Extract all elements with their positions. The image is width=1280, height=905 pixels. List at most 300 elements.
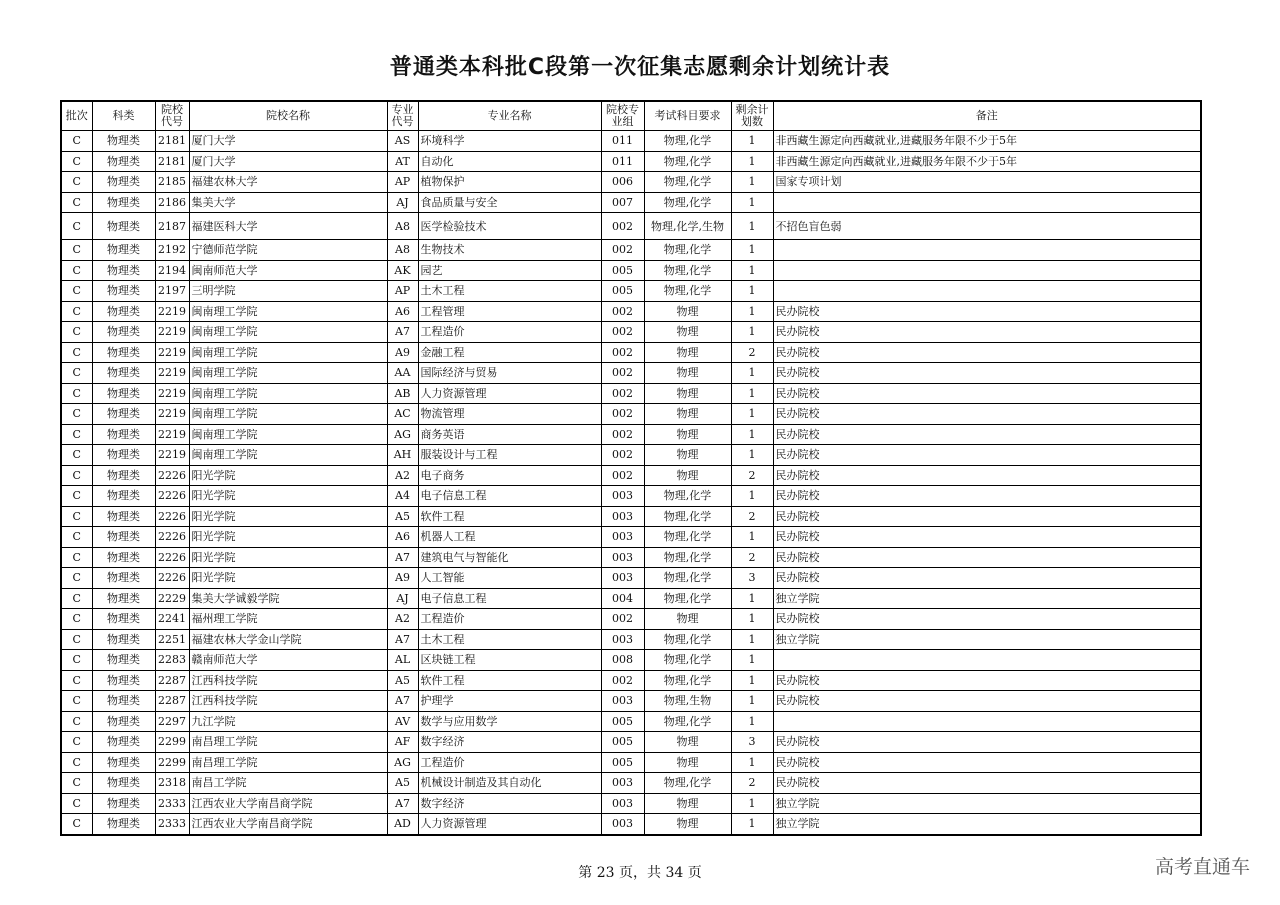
table-body xyxy=(61,131,1201,835)
cell-batch: C xyxy=(61,691,92,712)
cell-subject-req: 物理 xyxy=(644,342,731,363)
cell-school-code: 2181 xyxy=(155,151,189,172)
cell-category: 物理类 xyxy=(92,383,155,404)
cell-batch: C xyxy=(61,629,92,650)
cell-remaining: 1 xyxy=(731,793,773,814)
cell-school-name: 阳光学院 xyxy=(189,547,387,568)
cell-major-name: 护理学 xyxy=(418,691,601,712)
cell-major-name: 电子信息工程 xyxy=(418,588,601,609)
cell-school-code: 2287 xyxy=(155,670,189,691)
cell-category: 物理类 xyxy=(92,322,155,343)
cell-remarks: 民办院校 xyxy=(773,670,1201,691)
cell-subject-req: 物理,生物 xyxy=(644,691,731,712)
cell-school-name: 九江学院 xyxy=(189,711,387,732)
cell-subject-req: 物理,化学 xyxy=(644,486,731,507)
col-header-remarks: 备注 xyxy=(773,101,1201,131)
cell-batch: C xyxy=(61,588,92,609)
cell-school-code: 2287 xyxy=(155,691,189,712)
cell-major-group: 011 xyxy=(601,151,644,172)
cell-remaining: 1 xyxy=(731,131,773,152)
cell-school-code: 2219 xyxy=(155,342,189,363)
table-row xyxy=(61,363,1201,384)
cell-major-group: 002 xyxy=(601,301,644,322)
cell-major-name: 商务英语 xyxy=(418,424,601,445)
col-header-remaining: 剩余计划数 xyxy=(731,101,773,131)
cell-school-code: 2219 xyxy=(155,363,189,384)
cell-school-name: 南昌理工学院 xyxy=(189,732,387,753)
cell-subject-req: 物理 xyxy=(644,752,731,773)
cell-major-group: 006 xyxy=(601,172,644,193)
cell-school-name: 厦门大学 xyxy=(189,131,387,152)
cell-category: 物理类 xyxy=(92,260,155,281)
cell-major-group: 005 xyxy=(601,732,644,753)
cell-category: 物理类 xyxy=(92,172,155,193)
cell-major-group: 002 xyxy=(601,383,644,404)
cell-major-name: 数字经济 xyxy=(418,732,601,753)
cell-category: 物理类 xyxy=(92,814,155,835)
cell-remarks: 民办院校 xyxy=(773,568,1201,589)
cell-major-code: A5 xyxy=(387,773,418,794)
cell-school-code: 2197 xyxy=(155,281,189,302)
cell-batch: C xyxy=(61,192,92,213)
cell-remaining: 1 xyxy=(731,213,773,240)
col-header-subject-req: 考试科目要求 xyxy=(644,101,731,131)
cell-major-code: AT xyxy=(387,151,418,172)
cell-school-name: 闽南理工学院 xyxy=(189,322,387,343)
cell-subject-req: 物理 xyxy=(644,424,731,445)
cell-major-code: A7 xyxy=(387,547,418,568)
cell-batch: C xyxy=(61,732,92,753)
cell-category: 物理类 xyxy=(92,691,155,712)
cell-major-group: 002 xyxy=(601,363,644,384)
cell-remaining: 3 xyxy=(731,568,773,589)
cell-school-name: 三明学院 xyxy=(189,281,387,302)
cell-remarks: 民办院校 xyxy=(773,752,1201,773)
cell-major-code: A8 xyxy=(387,240,418,261)
cell-remarks: 民办院校 xyxy=(773,363,1201,384)
cell-subject-req: 物理,化学 xyxy=(644,711,731,732)
table-row xyxy=(61,588,1201,609)
table-row xyxy=(61,650,1201,671)
cell-major-name: 园艺 xyxy=(418,260,601,281)
cell-batch: C xyxy=(61,650,92,671)
cell-category: 物理类 xyxy=(92,506,155,527)
cell-school-code: 2226 xyxy=(155,568,189,589)
cell-category: 物理类 xyxy=(92,192,155,213)
col-header-school-code: 院校代号 xyxy=(155,101,189,131)
cell-remarks xyxy=(773,711,1201,732)
cell-major-name: 国际经济与贸易 xyxy=(418,363,601,384)
table-row xyxy=(61,151,1201,172)
cell-major-group: 003 xyxy=(601,629,644,650)
table-row xyxy=(61,240,1201,261)
cell-remarks: 民办院校 xyxy=(773,527,1201,548)
cell-major-code: A6 xyxy=(387,301,418,322)
cell-remarks: 民办院校 xyxy=(773,691,1201,712)
cell-subject-req: 物理 xyxy=(644,793,731,814)
cell-school-code: 2297 xyxy=(155,711,189,732)
cell-school-code: 2219 xyxy=(155,445,189,466)
cell-remarks: 独立学院 xyxy=(773,588,1201,609)
cell-subject-req: 物理,化学 xyxy=(644,773,731,794)
cell-subject-req: 物理 xyxy=(644,301,731,322)
table-row xyxy=(61,383,1201,404)
cell-remaining: 1 xyxy=(731,711,773,732)
cell-school-code: 2283 xyxy=(155,650,189,671)
cell-remaining: 1 xyxy=(731,588,773,609)
cell-remarks: 民办院校 xyxy=(773,383,1201,404)
cell-remarks xyxy=(773,260,1201,281)
cell-school-code: 2194 xyxy=(155,260,189,281)
cell-remarks: 非西藏生源定向西藏就业,进藏服务年限不少于5年 xyxy=(773,151,1201,172)
cell-batch: C xyxy=(61,363,92,384)
cell-category: 物理类 xyxy=(92,752,155,773)
cell-major-code: AH xyxy=(387,445,418,466)
cell-subject-req: 物理 xyxy=(644,465,731,486)
cell-remarks: 不招色盲色弱 xyxy=(773,213,1201,240)
cell-school-code: 2219 xyxy=(155,383,189,404)
cell-school-code: 2333 xyxy=(155,814,189,835)
cell-remaining: 2 xyxy=(731,547,773,568)
cell-major-group: 003 xyxy=(601,793,644,814)
cell-major-group: 011 xyxy=(601,131,644,152)
cell-category: 物理类 xyxy=(92,629,155,650)
cell-school-code: 2186 xyxy=(155,192,189,213)
cell-major-name: 人力资源管理 xyxy=(418,383,601,404)
cell-school-code: 2192 xyxy=(155,240,189,261)
cell-major-name: 服装设计与工程 xyxy=(418,445,601,466)
cell-major-name: 人工智能 xyxy=(418,568,601,589)
cell-remarks: 民办院校 xyxy=(773,547,1201,568)
cell-major-group: 005 xyxy=(601,281,644,302)
cell-school-code: 2226 xyxy=(155,527,189,548)
cell-major-group: 002 xyxy=(601,609,644,630)
cell-major-code: A6 xyxy=(387,527,418,548)
cell-subject-req: 物理,化学 xyxy=(644,547,731,568)
cell-major-group: 003 xyxy=(601,814,644,835)
cell-major-name: 人力资源管理 xyxy=(418,814,601,835)
cell-major-group: 002 xyxy=(601,240,644,261)
cell-major-group: 003 xyxy=(601,691,644,712)
cell-major-code: A7 xyxy=(387,691,418,712)
cell-school-name: 南昌理工学院 xyxy=(189,752,387,773)
cell-batch: C xyxy=(61,424,92,445)
cell-school-code: 2226 xyxy=(155,506,189,527)
cell-subject-req: 物理 xyxy=(644,404,731,425)
cell-remarks: 民办院校 xyxy=(773,486,1201,507)
cell-school-name: 闽南理工学院 xyxy=(189,301,387,322)
cell-major-code: AB xyxy=(387,383,418,404)
cell-major-code: AJ xyxy=(387,192,418,213)
table-row xyxy=(61,506,1201,527)
cell-major-name: 工程造价 xyxy=(418,322,601,343)
cell-subject-req: 物理 xyxy=(644,814,731,835)
cell-remarks: 民办院校 xyxy=(773,773,1201,794)
cell-school-code: 2226 xyxy=(155,547,189,568)
cell-major-code: A2 xyxy=(387,465,418,486)
cell-category: 物理类 xyxy=(92,732,155,753)
cell-school-name: 阳光学院 xyxy=(189,486,387,507)
cell-remaining: 1 xyxy=(731,486,773,507)
cell-subject-req: 物理,化学 xyxy=(644,650,731,671)
cell-category: 物理类 xyxy=(92,424,155,445)
table-row xyxy=(61,732,1201,753)
cell-category: 物理类 xyxy=(92,301,155,322)
cell-category: 物理类 xyxy=(92,650,155,671)
cell-major-group: 002 xyxy=(601,342,644,363)
cell-batch: C xyxy=(61,527,92,548)
cell-subject-req: 物理,化学 xyxy=(644,131,731,152)
cell-subject-req: 物理,化学 xyxy=(644,629,731,650)
table-row xyxy=(61,527,1201,548)
cell-subject-req: 物理,化学 xyxy=(644,568,731,589)
cell-major-group: 005 xyxy=(601,752,644,773)
cell-school-code: 2219 xyxy=(155,322,189,343)
cell-subject-req: 物理,化学 xyxy=(644,527,731,548)
cell-remaining: 2 xyxy=(731,773,773,794)
cell-major-code: AF xyxy=(387,732,418,753)
cell-major-code: AK xyxy=(387,260,418,281)
cell-major-group: 003 xyxy=(601,568,644,589)
cell-school-code: 2219 xyxy=(155,404,189,425)
cell-major-code: AG xyxy=(387,424,418,445)
cell-subject-req: 物理,化学 xyxy=(644,151,731,172)
cell-school-name: 闽南理工学院 xyxy=(189,342,387,363)
cell-batch: C xyxy=(61,445,92,466)
table-row xyxy=(61,342,1201,363)
cell-batch: C xyxy=(61,240,92,261)
cell-major-name: 电子商务 xyxy=(418,465,601,486)
cell-school-name: 江西农业大学南昌商学院 xyxy=(189,793,387,814)
cell-school-name: 南昌工学院 xyxy=(189,773,387,794)
cell-school-name: 赣南师范大学 xyxy=(189,650,387,671)
cell-major-name: 医学检验技术 xyxy=(418,213,601,240)
cell-subject-req: 物理,化学 xyxy=(644,172,731,193)
cell-major-name: 电子信息工程 xyxy=(418,486,601,507)
cell-remaining: 3 xyxy=(731,732,773,753)
cell-batch: C xyxy=(61,568,92,589)
cell-subject-req: 物理 xyxy=(644,322,731,343)
cell-major-code: A7 xyxy=(387,629,418,650)
table-row xyxy=(61,322,1201,343)
table-row xyxy=(61,486,1201,507)
cell-batch: C xyxy=(61,793,92,814)
cell-remaining: 1 xyxy=(731,527,773,548)
col-header-major-code: 专业代号 xyxy=(387,101,418,131)
table-row xyxy=(61,670,1201,691)
cell-category: 物理类 xyxy=(92,609,155,630)
cell-remaining: 1 xyxy=(731,691,773,712)
cell-remaining: 1 xyxy=(731,151,773,172)
cell-category: 物理类 xyxy=(92,711,155,732)
cell-school-name: 闽南理工学院 xyxy=(189,363,387,384)
table-row xyxy=(61,445,1201,466)
cell-school-name: 闽南理工学院 xyxy=(189,424,387,445)
cell-remarks xyxy=(773,650,1201,671)
cell-major-name: 区块链工程 xyxy=(418,650,601,671)
cell-remarks: 民办院校 xyxy=(773,609,1201,630)
plan-table xyxy=(60,100,1202,836)
cell-remarks: 民办院校 xyxy=(773,301,1201,322)
table-row xyxy=(61,192,1201,213)
cell-remarks xyxy=(773,192,1201,213)
table-row xyxy=(61,547,1201,568)
cell-school-name: 闽南师范大学 xyxy=(189,260,387,281)
cell-category: 物理类 xyxy=(92,363,155,384)
cell-school-name: 阳光学院 xyxy=(189,506,387,527)
cell-major-code: A9 xyxy=(387,342,418,363)
cell-remaining: 1 xyxy=(731,383,773,404)
cell-subject-req: 物理,化学 xyxy=(644,670,731,691)
cell-batch: C xyxy=(61,322,92,343)
table-row xyxy=(61,609,1201,630)
cell-major-name: 工程造价 xyxy=(418,752,601,773)
cell-batch: C xyxy=(61,172,92,193)
cell-category: 物理类 xyxy=(92,131,155,152)
table-row xyxy=(61,131,1201,152)
cell-category: 物理类 xyxy=(92,588,155,609)
cell-remaining: 1 xyxy=(731,814,773,835)
cell-major-group: 005 xyxy=(601,711,644,732)
cell-batch: C xyxy=(61,711,92,732)
cell-category: 物理类 xyxy=(92,240,155,261)
table-row xyxy=(61,213,1201,240)
cell-school-code: 2185 xyxy=(155,172,189,193)
cell-batch: C xyxy=(61,609,92,630)
cell-category: 物理类 xyxy=(92,670,155,691)
cell-major-code: AP xyxy=(387,172,418,193)
cell-batch: C xyxy=(61,773,92,794)
cell-major-group: 004 xyxy=(601,588,644,609)
cell-category: 物理类 xyxy=(92,527,155,548)
cell-remarks: 国家专项计划 xyxy=(773,172,1201,193)
cell-major-name: 生物技术 xyxy=(418,240,601,261)
cell-batch: C xyxy=(61,752,92,773)
cell-remarks: 独立学院 xyxy=(773,793,1201,814)
cell-batch: C xyxy=(61,151,92,172)
cell-subject-req: 物理,化学 xyxy=(644,588,731,609)
table-row xyxy=(61,404,1201,425)
cell-school-code: 2219 xyxy=(155,424,189,445)
cell-remaining: 1 xyxy=(731,260,773,281)
table-row xyxy=(61,793,1201,814)
cell-remarks: 民办院校 xyxy=(773,342,1201,363)
cell-major-name: 数字经济 xyxy=(418,793,601,814)
cell-major-group: 003 xyxy=(601,547,644,568)
cell-remaining: 2 xyxy=(731,342,773,363)
cell-major-name: 食品质量与安全 xyxy=(418,192,601,213)
cell-subject-req: 物理 xyxy=(644,445,731,466)
cell-remarks: 独立学院 xyxy=(773,629,1201,650)
cell-major-group: 002 xyxy=(601,465,644,486)
cell-major-code: A9 xyxy=(387,568,418,589)
cell-remarks: 民办院校 xyxy=(773,506,1201,527)
cell-school-code: 2299 xyxy=(155,732,189,753)
cell-major-group: 003 xyxy=(601,506,644,527)
cell-subject-req: 物理,化学 xyxy=(644,281,731,302)
cell-remaining: 1 xyxy=(731,752,773,773)
cell-remaining: 1 xyxy=(731,322,773,343)
cell-school-name: 厦门大学 xyxy=(189,151,387,172)
cell-batch: C xyxy=(61,506,92,527)
cell-major-group: 003 xyxy=(601,773,644,794)
cell-remaining: 1 xyxy=(731,670,773,691)
cell-major-group: 002 xyxy=(601,670,644,691)
cell-remarks: 民办院校 xyxy=(773,322,1201,343)
cell-subject-req: 物理,化学 xyxy=(644,240,731,261)
cell-batch: C xyxy=(61,547,92,568)
table-row xyxy=(61,301,1201,322)
cell-major-group: 002 xyxy=(601,322,644,343)
col-header-school-name: 院校名称 xyxy=(189,101,387,131)
cell-major-name: 工程管理 xyxy=(418,301,601,322)
cell-batch: C xyxy=(61,281,92,302)
table-row xyxy=(61,465,1201,486)
cell-major-code: AA xyxy=(387,363,418,384)
table-row xyxy=(61,629,1201,650)
cell-remaining: 1 xyxy=(731,240,773,261)
watermark: 高考直通车 xyxy=(1154,856,1250,878)
cell-major-name: 建筑电气与智能化 xyxy=(418,547,601,568)
cell-major-group: 002 xyxy=(601,424,644,445)
cell-school-name: 福建农林大学 xyxy=(189,172,387,193)
cell-school-code: 2219 xyxy=(155,301,189,322)
cell-major-name: 软件工程 xyxy=(418,670,601,691)
table-row xyxy=(61,172,1201,193)
cell-subject-req: 物理,化学 xyxy=(644,192,731,213)
cell-major-code: AL xyxy=(387,650,418,671)
cell-major-code: A5 xyxy=(387,506,418,527)
cell-remaining: 1 xyxy=(731,281,773,302)
cell-remarks: 民办院校 xyxy=(773,445,1201,466)
cell-subject-req: 物理 xyxy=(644,609,731,630)
cell-school-code: 2318 xyxy=(155,773,189,794)
cell-major-code: AC xyxy=(387,404,418,425)
cell-category: 物理类 xyxy=(92,486,155,507)
cell-category: 物理类 xyxy=(92,465,155,486)
cell-major-code: A5 xyxy=(387,670,418,691)
cell-school-name: 集美大学诚毅学院 xyxy=(189,588,387,609)
cell-subject-req: 物理 xyxy=(644,732,731,753)
table-row xyxy=(61,281,1201,302)
cell-school-name: 闽南理工学院 xyxy=(189,404,387,425)
cell-remaining: 1 xyxy=(731,445,773,466)
cell-school-name: 江西科技学院 xyxy=(189,691,387,712)
cell-major-name: 自动化 xyxy=(418,151,601,172)
cell-batch: C xyxy=(61,131,92,152)
cell-major-code: A8 xyxy=(387,213,418,240)
cell-remaining: 1 xyxy=(731,363,773,384)
col-header-category: 科类 xyxy=(92,101,155,131)
cell-remarks: 民办院校 xyxy=(773,404,1201,425)
cell-batch: C xyxy=(61,383,92,404)
cell-major-group: 005 xyxy=(601,260,644,281)
cell-subject-req: 物理 xyxy=(644,363,731,384)
cell-batch: C xyxy=(61,486,92,507)
cell-category: 物理类 xyxy=(92,568,155,589)
cell-subject-req: 物理,化学,生物 xyxy=(644,213,731,240)
cell-remarks: 独立学院 xyxy=(773,814,1201,835)
cell-remarks xyxy=(773,281,1201,302)
table-row xyxy=(61,752,1201,773)
cell-major-name: 数学与应用数学 xyxy=(418,711,601,732)
cell-school-code: 2187 xyxy=(155,213,189,240)
cell-major-code: A2 xyxy=(387,609,418,630)
cell-remaining: 1 xyxy=(731,629,773,650)
cell-major-code: A4 xyxy=(387,486,418,507)
cell-major-name: 土木工程 xyxy=(418,629,601,650)
header-row xyxy=(61,101,1201,131)
